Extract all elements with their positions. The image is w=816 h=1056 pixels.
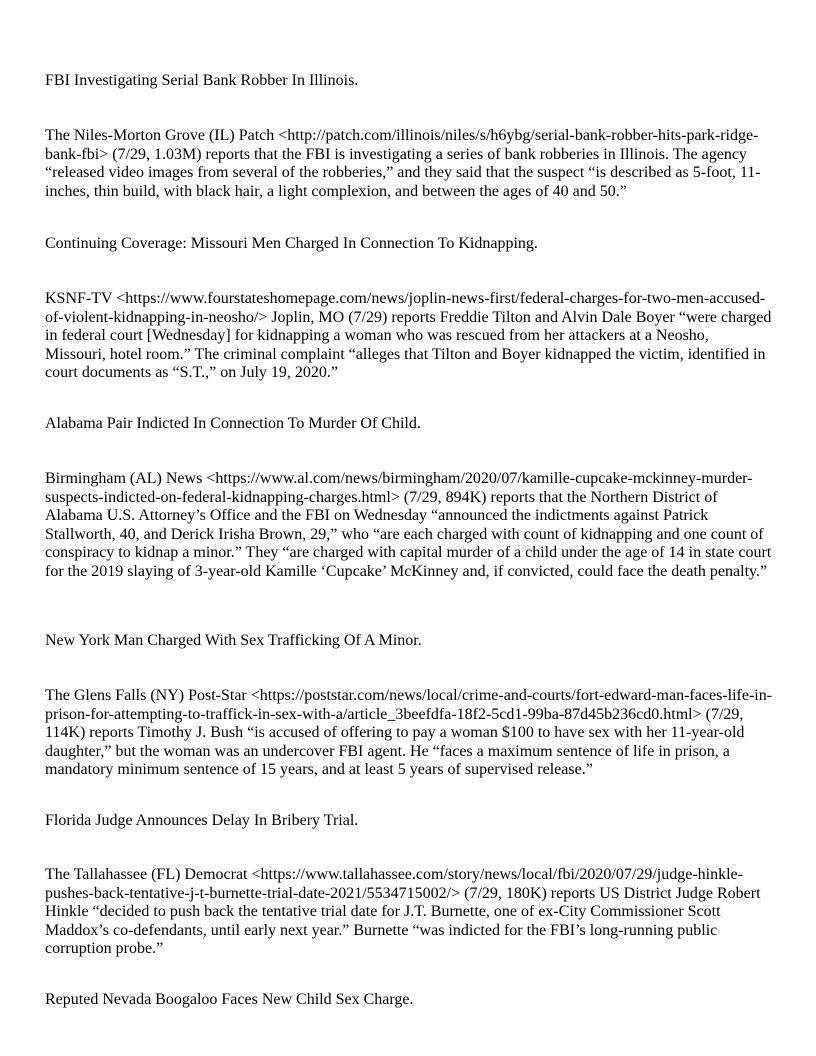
article-headline: Florida Judge Announces Delay In Bribery Trial. <box>45 812 359 829</box>
article-body: The Tallahassee (FL) Democrat <https://www.tallahassee.com/story/news/local/fbi/2020/07/29/judge-hinkle-pushes-back-tentative-j-t-burnette-trial-date-2021/5534715002/> (7/29, 180K) reports US District Judge Robert Hinkle “decided to push back the tentative trial date for J.T. Burnette, one of ex-City Commissioner Scott Maddox’s co-defendants, until early next year.” Burnette “was indicted for the FBI’s long-running public corruption probe.” <box>45 866 761 957</box>
article-body: KSNF-TV <https://www.fourstateshomepage.com/news/joplin-news-first/federal-charges-for-two-men-accused-of-violent-kidnapping-in-neosho/> Joplin, MO (7/29) reports Freddie Tilton and Alvin Dale Boyer “were charged in federal court [Wednesday] for kidnapping a woman who was rescued from her attackers at a Neosho, Missouri, hotel room.” The criminal complaint “alleges that Tilton and Boyer kidnapped the victim, identified in court documents as “S.T.,” on July 19, 2020.” <box>45 290 772 381</box>
article-body: The Niles-Morton Grove (IL) Patch <http://patch.com/illinois/niles/s/h6ybg/serial-bank-robber-hits-park-ridge-bank-fbi> (7/29, 1.03M) reports that the FBI is investigating a series of bank robberies in Illinois. The agency “released video images from several of the robberies,” and they said that the suspect “is described as 5-foot, 11-inches, thin build, with black hair, a light complexion, and between the ages of 40 and 50.” <box>45 127 761 200</box>
article-body: Birmingham (AL) News <https://www.al.com/news/birmingham/2020/07/kamille-cupcake-mckinney-murder-suspects-indicted-on-federal-kidnapping-charges.html> (7/29, 894K) reports that the Northern District of Alabama U.S. Attorney’s Office and the FBI on Wednesday “announced the indictments against Patrick Stallworth, 40, and Derick Irisha Brown, 29,” who “are each charged with count of kidnapping and one count of conspiracy to kidnap a minor.” They “are charged with capital murder of a child under the age of 14 in state court for the 2019 slaying of 3-year-old Kamille ‘Cupcake’ McKinney and, if convicted, could face the death penalty.” <box>45 470 772 580</box>
article-headline: New York Man Charged With Sex Trafficking Of A Minor. <box>45 632 422 649</box>
article-headline: Reputed Nevada Boogaloo Faces New Child Sex Charge. <box>45 991 414 1008</box>
article-headline: Alabama Pair Indicted In Connection To Murder Of Child. <box>45 415 421 432</box>
article-body: The Glens Falls (NY) Post-Star <https://poststar.com/news/local/crime-and-courts/fort-edward-man-faces-life-in-prison-for-attempting-to-traffick-in-sex-with-a/article_3beefdfa-18f2-5cd1-99ba-87d45b236cd0.html> (7/29, 114K) reports Timothy J. Bush “is accused of offering to pay a woman $100 to have sex with her 11-year-old daughter,” but the woman was an undercover FBI agent. He “faces a maximum sentence of life in prison, a mandatory minimum sentence of 15 years, and at least 5 years of supervised release.” <box>45 687 773 778</box>
article-headline: Continuing Coverage: Missouri Men Charged In Connection To Kidnapping. <box>45 235 538 252</box>
article-headline: FBI Investigating Serial Bank Robber In Illinois. <box>45 72 359 89</box>
